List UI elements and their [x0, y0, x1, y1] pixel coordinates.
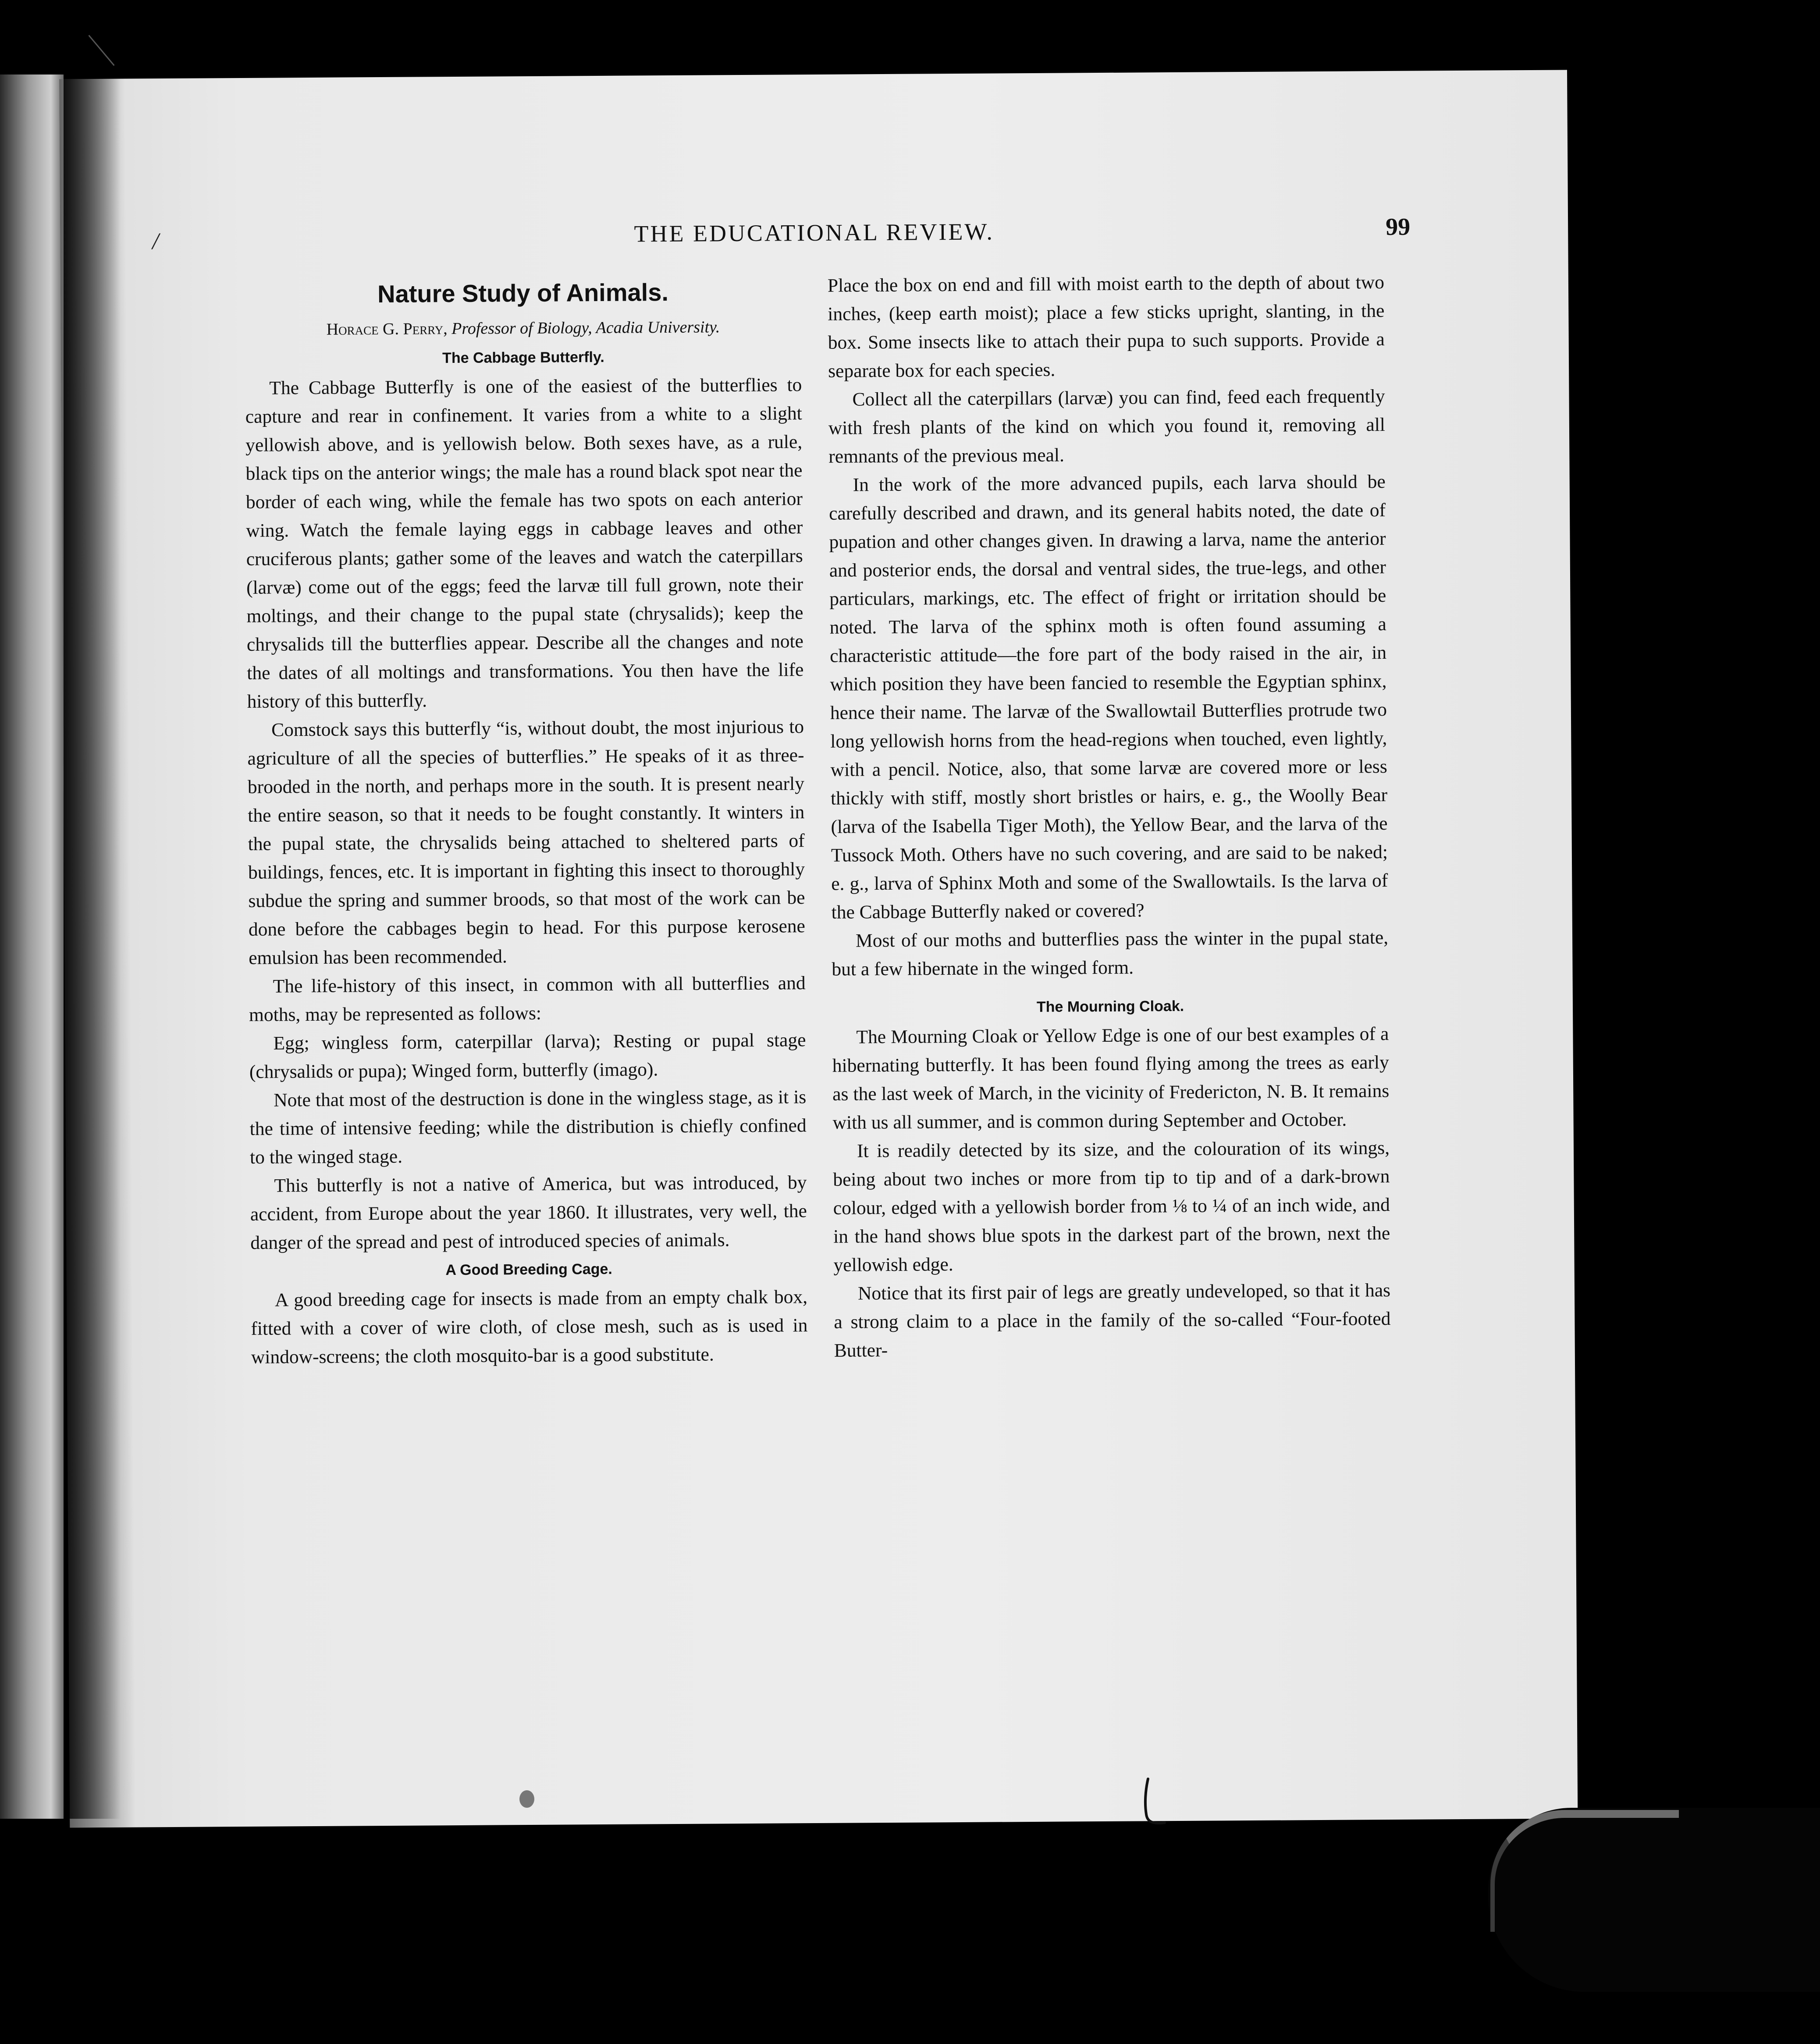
- section-heading-breeding-cage: A Good Breeding Cage.: [445, 1260, 612, 1279]
- paragraph: The Mourning Cloak or Yellow Edge is one of our best examples of a hibernating butterfly. It has been found flying among the trees as early as the last week of March, in the vicinity of Fredericton, N. B. It remains with us all summer, and is common during September and October.: [832, 1023, 1390, 1133]
- ink-spot: [519, 1790, 534, 1808]
- page-header: [235, 213, 1411, 258]
- section-heading-mourning-cloak: The Mourning Cloak.: [1036, 997, 1184, 1015]
- paragraph: In the work of the more advanced pupils, each larva should be carefully described and drawn, and its general habits noted, the date of pupation and other changes given. In drawing a larva, name the anterior and posterior ends, the dorsal and ventral sides, the true-legs, and other particulars, markings, etc. The effect of fright or irritation should be noted. The larva of the sphinx moth is often found assuming a characteristic attitude—the fore part of the body raised in the air, in which position they have been fancied to resemble the Egyptian sphinx, hence their name. The larvæ of the Swallowtail Butterflies protrude two long yellowish horns from the head-regions when touched, even lightly, with a pencil. Notice, also, that some larvæ are covered more or less thickly with stiff, mostly short bristles or hairs, e. g., the Woolly Bear (larva of the Isabella Tiger Moth), the Yellow Bear, and the larva of the Tussock Moth. Others have no such covering, and are said to be naked; e. g., larva of Sphinx Moth and some of the Swallowtails. Is the larva of the Cabbage Butterfly naked or covered?: [828, 471, 1388, 923]
- paragraph: It is readily detected by its size, and the colouration of its wings, being about two inches or more from tip to tip and of a dark-brown colour, edged with a yellowish border from ⅛ to ¼ of an inch wide, and in the hand shows blue spots in the darkest part of the brown, next the yellowish edge.: [833, 1137, 1390, 1276]
- paragraph: Collect all the caterpillars (larvæ) you can find, feed each frequently with fresh plants of the kind on which you found it, removing all remnants of the previous meal.: [828, 386, 1386, 467]
- margin-mark: /: [152, 228, 159, 255]
- book-page: [59, 70, 1578, 1828]
- article-byline: [245, 314, 801, 343]
- page-number: 99: [1385, 213, 1411, 241]
- paragraph: The life-history of this insect, in common with all butterflies and moths, may be represented as follows:: [249, 972, 806, 1026]
- right-column: [828, 268, 1391, 1365]
- left-column: [245, 272, 808, 1372]
- paragraph: Most of our moths and butterflies pass the winter in the pupal state, but a few hibernate in the winged form.: [832, 927, 1389, 980]
- paragraph: Note that most of the destruction is done in the wingless stage, as it is the time of intensive feeding; while the distribution is chiefly confined to the winged stage.: [249, 1086, 807, 1168]
- scan-streak: [88, 35, 114, 66]
- paragraph: Place the box on end and fill with moist earth to the depth of about two inches, (keep earth moist); place a few sticks upright, slanting, in the box. Some insects like to attach their pupa to such supports. Provide a separate box for each species.: [827, 272, 1385, 382]
- author-name: Horace G. Perry,: [326, 319, 448, 339]
- pen-mark-icon: [1142, 1777, 1168, 1828]
- paragraph: This butterfly is not a native of America, but was introduced, by accident, from Europe about the year 1860. It illustrates, very well, the danger of the spread and pest of introduced species of animals.: [250, 1172, 807, 1253]
- section-heading-cabbage-butterfly: The Cabbage Butterfly.: [442, 348, 604, 367]
- paragraph: A good breeding cage for insects is made from an empty chalk box, fitted with a cover of wire cloth, of close mesh, such as is used in window-screens; the cloth mosquito-bar is a good substitute.: [251, 1286, 808, 1368]
- thumb-edge: [1490, 1810, 1679, 1932]
- paragraph: Notice that its first pair of legs are greatly undeveloped, so that it has a strong claim to a place in the family of the so-called “Four-footed Butter-: [834, 1280, 1391, 1361]
- article-title: Nature Study of Animals.: [377, 278, 669, 308]
- running-title: THE EDUCATIONAL REVIEW.: [634, 218, 995, 247]
- paragraph: Egg; wingless form, caterpillar (larva); Resting or pupal stage (chrysalids or pupa); Winged form, butterfly (imago).: [249, 1029, 806, 1082]
- paragraph: Comstock says this butterfly “is, without doubt, the most injurious to agriculture of all the species of butterflies.” He speaks of it as three-brooded in the north, and perhaps more in the south. It is present nearly the entire season, so that it needs to be fought constantly. It winters in the pupal state, the chrysalids being attached to sheltered parts of buildings, fences, etc. It is important in fighting this insect to thoroughly subdue the spring and summer broods, so that most of the work can be done before the cabbages begin to head. For this purpose kerosene emulsion has been recommended.: [247, 716, 806, 969]
- paragraph: The Cabbage Butterfly is one of the easiest of the butterflies to capture and rear in confinement. It varies from a white to a slight yellowish above, and is yellowish below. Both sexes have, as a rule, black tips on the anterior wings; the male has a round black spot near the border of each wing, while the female has two spots on each anterior wing. Watch the female laying eggs in cabbage leaves and other cruciferous plants; gather some of the leaves and watch the caterpillars (larvæ) come out of the eggs; feed the larvæ till full grown, note their moltings, and their change to the pupal state (chrysalids); keep the chrysalids till the butterflies appear. Describe all the changes and note the dates of all moltings and transformations. You then have the life history of this butterfly.: [245, 374, 804, 712]
- author-affiliation: Professor of Biology, Acadia University.: [451, 318, 720, 338]
- gutter-shadow: [64, 75, 121, 1819]
- previous-page-edge: [0, 75, 64, 1819]
